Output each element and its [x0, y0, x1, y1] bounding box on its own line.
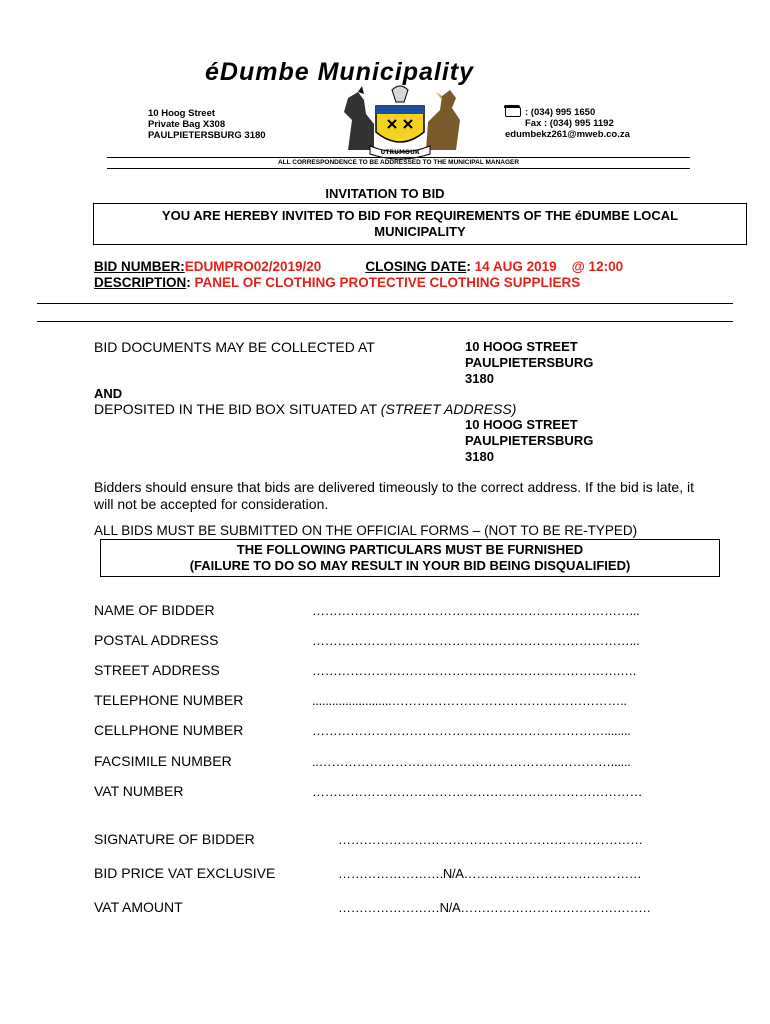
bid-number-label: BID NUMBER:	[94, 259, 185, 274]
contact-phone	[505, 107, 630, 118]
field-value-vat-amount[interactable]: ……………………N/A………………………………………	[338, 900, 651, 915]
description-label: DESCRIPTION	[94, 275, 187, 290]
telephone-icon	[505, 107, 521, 117]
closing-date-colon: :	[466, 259, 471, 274]
deposited-address-town: PAULPIETERSBURG	[465, 433, 594, 448]
field-value-bid-price[interactable]: …………………….N/A……………………………………	[338, 866, 642, 881]
deposited-line	[94, 401, 516, 417]
section-divider-1	[37, 303, 733, 304]
deposited-address-street: 10 HOOG STREET	[465, 417, 578, 432]
collected-address-town: PAULPIETERSBURG	[465, 355, 594, 370]
field-label-name: NAME OF BIDDER	[94, 602, 215, 618]
municipality-address	[148, 108, 266, 141]
municipality-title: éDumbe Municipality	[205, 58, 475, 86]
field-value-signature[interactable]: ………………………………………………………………	[338, 832, 643, 847]
and-label: AND	[94, 386, 123, 401]
collected-address-street: 10 HOOG STREET	[465, 339, 578, 354]
invitation-box-line2: MUNICIPALITY	[374, 224, 466, 239]
field-value-facsimile[interactable]: ..……………………………………………………………......	[312, 754, 631, 769]
particulars-line1: THE FOLLOWING PARTICULARS MUST BE FURNISHED	[236, 542, 584, 557]
closing-date-label: CLOSING DATE	[365, 259, 467, 274]
description-line	[94, 275, 580, 290]
correspondence-note: ALL CORRESPONDENCE TO BE ADDRESSED TO THE MUNICIPAL MANAGER	[277, 159, 520, 166]
description-value: PANEL OF CLOTHING PROTECTIVE CLOTHING SUPPLIERS	[194, 275, 581, 290]
official-forms-notice: ALL BIDS MUST BE SUBMITTED ON THE OFFICIAL FORMS – (NOT TO BE RE-TYPED)	[94, 523, 638, 538]
delivery-notice: Bidders should ensure that bids are delivered timeously to the correct address. If the bid is late, it will not be accepted for consideration.	[94, 479, 694, 512]
field-label-signature: SIGNATURE OF BIDDER	[94, 831, 255, 847]
field-value-cellphone[interactable]: ……………………………………………………………........	[312, 723, 631, 738]
address-line-street: 10 Hoog Street	[148, 108, 216, 119]
description-colon: :	[186, 275, 191, 290]
field-label-cellphone: CELLPHONE NUMBER	[94, 722, 244, 738]
particulars-box	[100, 539, 720, 577]
section-divider-2	[37, 321, 733, 322]
deposited-note: (STREET ADDRESS)	[380, 401, 517, 417]
address-line-bag: Private Bag X308	[148, 119, 226, 130]
letterhead-divider-bottom	[107, 168, 690, 169]
field-label-postal: POSTAL ADDRESS	[94, 632, 219, 648]
field-value-telephone[interactable]: ........................………………………………………………..	[312, 693, 627, 708]
contact-email: edumbekz261@mweb.co.za	[505, 129, 630, 140]
collected-address	[465, 339, 593, 387]
closing-date-value: 14 AUG 2019 @ 12:00	[474, 259, 624, 274]
phone-text: : (034) 995 1650	[525, 107, 596, 118]
field-value-postal[interactable]: …………………………………………………………………...	[312, 633, 640, 648]
field-label-facsimile: FACSIMILE NUMBER	[94, 753, 232, 769]
deposited-label: DEPOSITED IN THE BID BOX SITUATED AT	[94, 401, 377, 417]
deposited-address	[465, 417, 593, 465]
municipal-crest-icon	[330, 80, 470, 160]
field-value-street[interactable]: ……………………………………………………………….….	[312, 663, 637, 678]
address-line-town: PAULPIETERSBURG 3180	[148, 130, 266, 141]
particulars-line2: (FAILURE TO DO SO MAY RESULT IN YOUR BID BEING DISQUALIFIED)	[189, 558, 631, 573]
collected-address-code: 3180	[465, 371, 494, 386]
invitation-box-line1: YOU ARE HEREBY INVITED TO BID FOR REQUIREMENTS OF THE éDUMBE LOCAL	[161, 208, 679, 223]
invitation-box	[93, 203, 747, 245]
crest-motto: UTRUMOUR	[380, 149, 420, 156]
contact-fax: Fax : (034) 995 1192	[525, 118, 614, 129]
field-label-bid-price: BID PRICE VAT EXCLUSIVE	[94, 865, 276, 881]
field-label-telephone: TELEPHONE NUMBER	[94, 692, 244, 708]
field-label-vat-number: VAT NUMBER	[94, 783, 184, 799]
collected-label: BID DOCUMENTS MAY BE COLLECTED AT	[94, 339, 375, 355]
field-label-street: STREET ADDRESS	[94, 662, 220, 678]
deposited-address-code: 3180	[465, 449, 494, 464]
bid-number-line	[94, 259, 623, 274]
field-label-vat-amount: VAT AMOUNT	[94, 899, 183, 915]
bid-number-value: EDUMPRO02/2019/20	[184, 259, 322, 274]
field-value-vat-number[interactable]: ……………………………………………………………………	[312, 784, 643, 799]
municipality-contact	[505, 107, 630, 140]
field-value-name[interactable]: …………………………………………………………………...	[312, 603, 640, 618]
invitation-title: INVITATION TO BID	[325, 186, 445, 201]
